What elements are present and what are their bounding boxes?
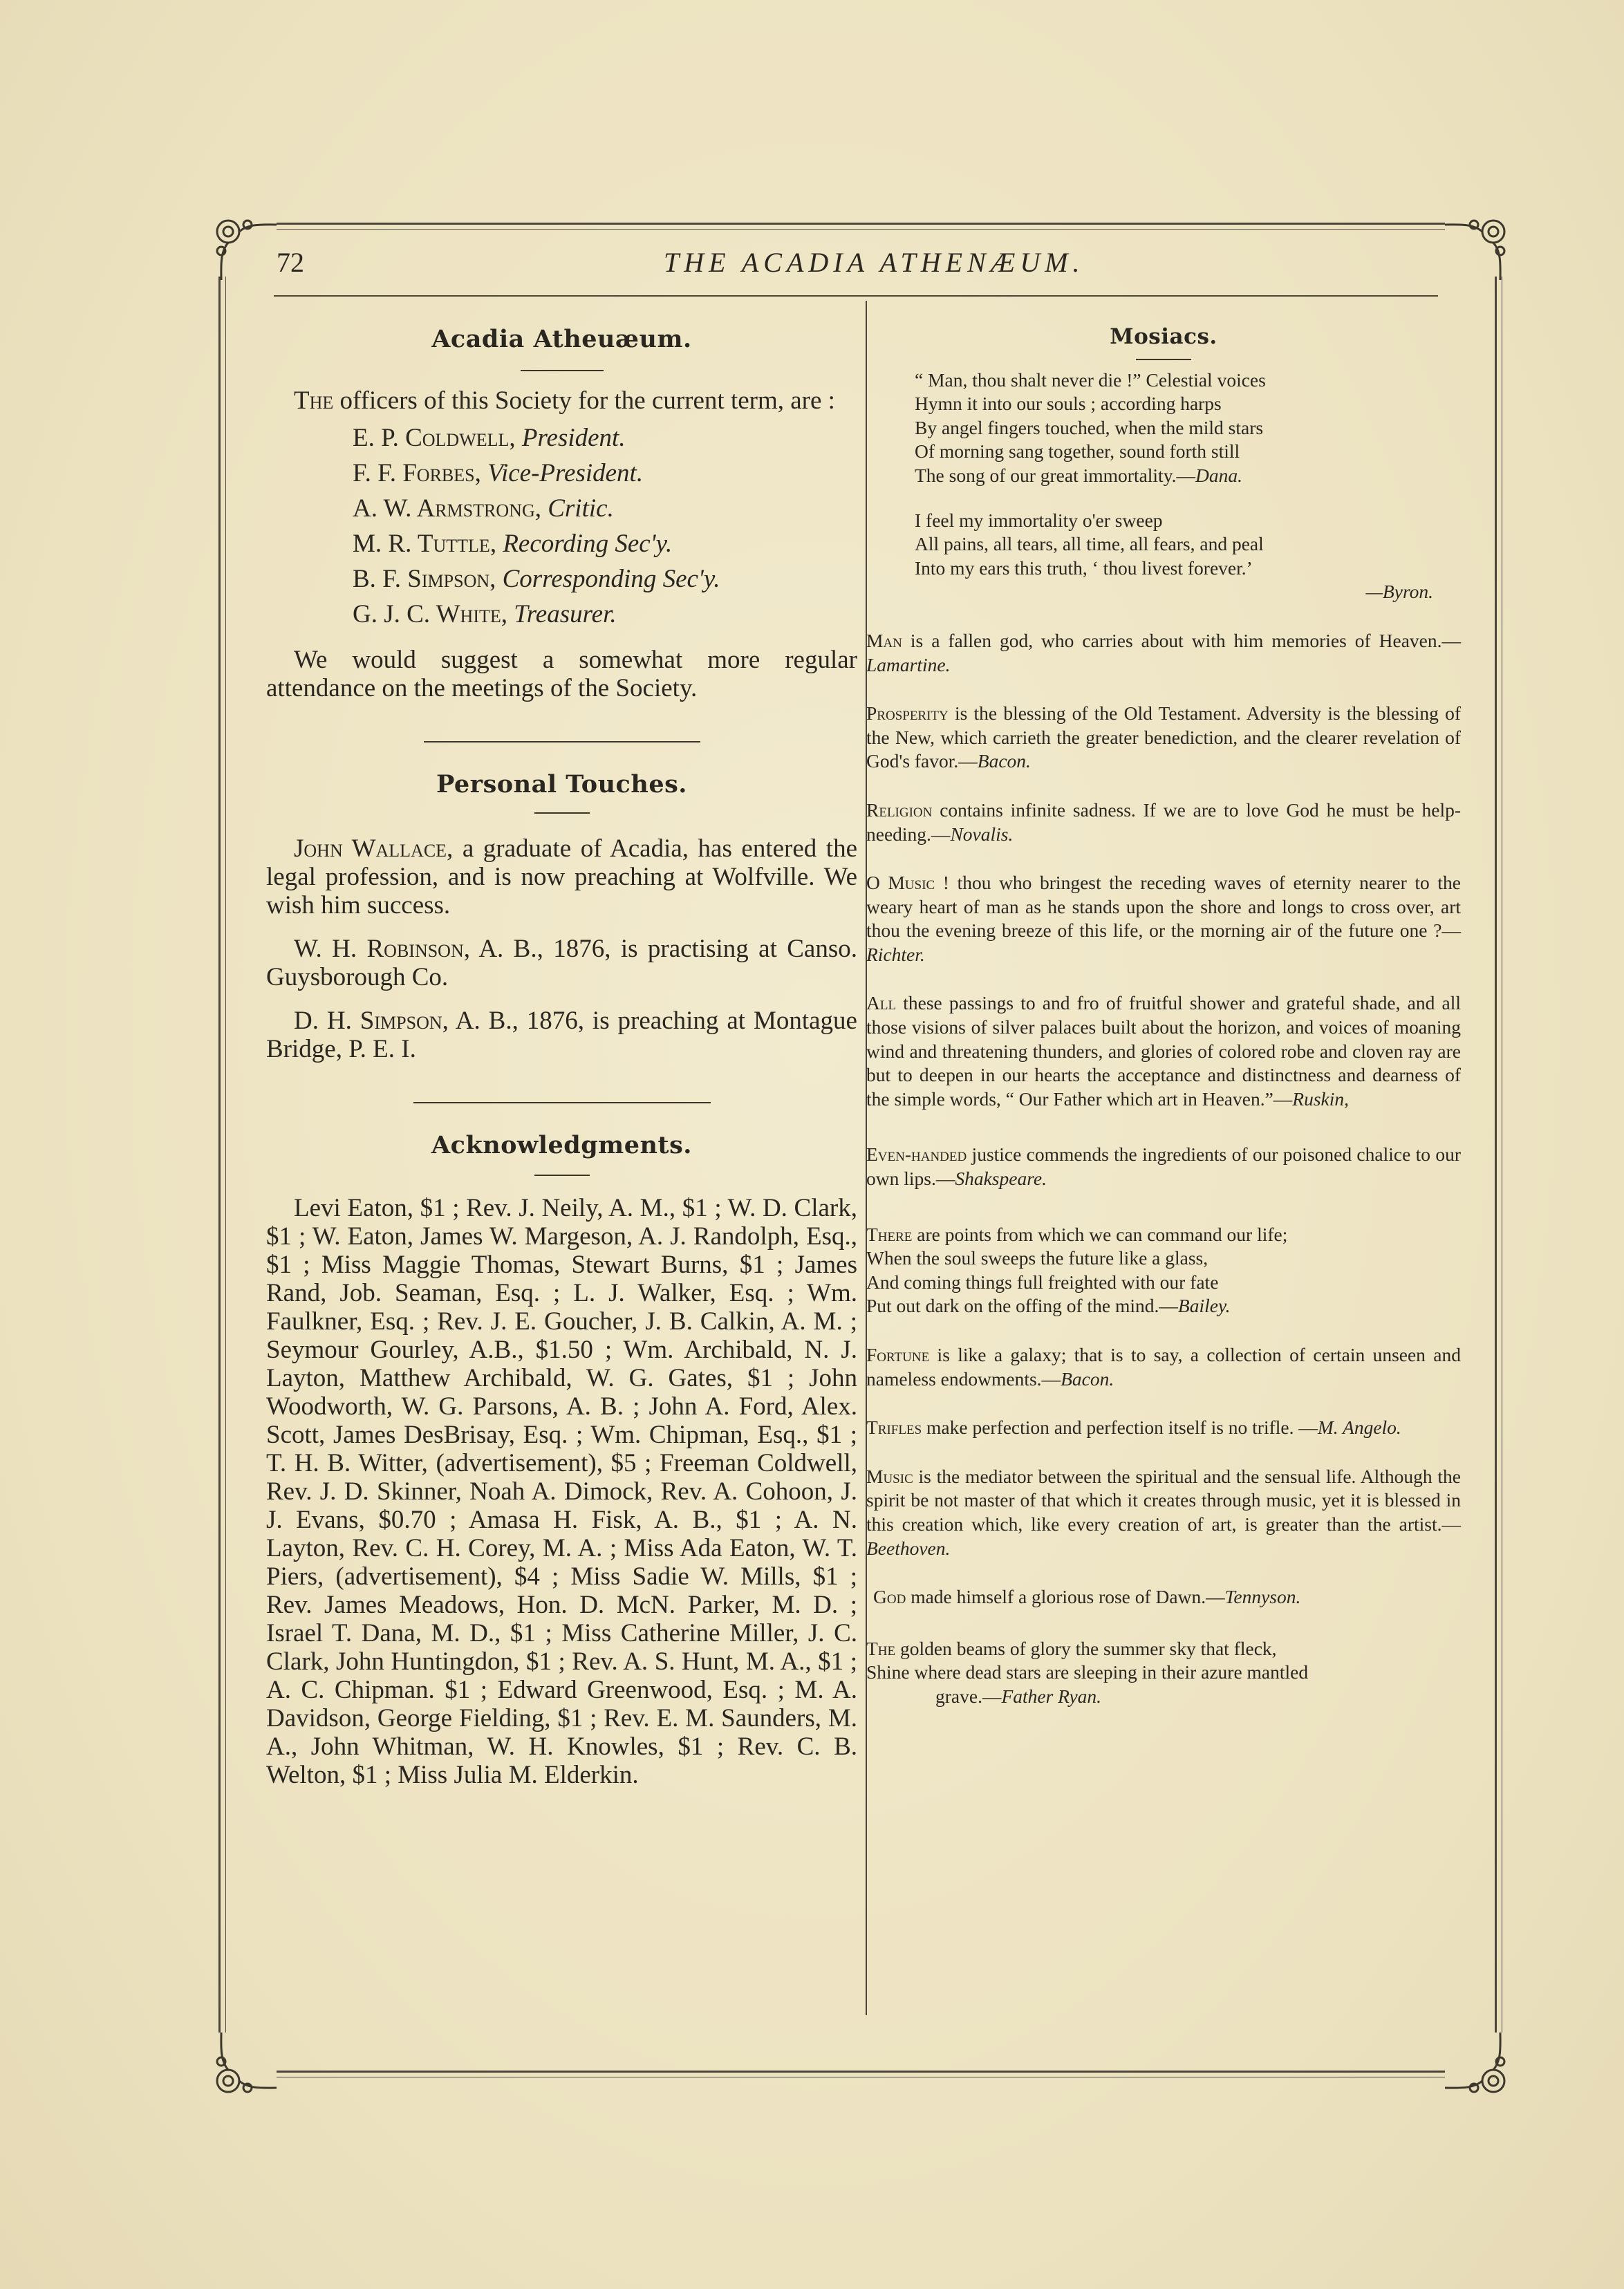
corner-scroll-ornament [1438,204,1521,287]
quote-shakspeare: Even-handed justice commends the ingredients of our poisoned chalice to our own lips.—Shakspeare. [866,1143,1461,1190]
personal-touches-section [266,770,857,1063]
quote-dana: “ Man, thou shalt never die !” Celestial voices Hymn it into our souls ; according harps By angel fingers touched, when the mild stars Of morning sang together, sound forth still The song of our great immortality.—Dana. [915,368,1266,486]
right-column [866,325,1461,1709]
acknowledgments-title: Acknowledgments. [431,1131,692,1159]
personal-item: W. H. Robinson, A. B., 1876, is practising at Canso. Guysborough Co. [266,935,857,991]
title-rule [534,812,590,814]
officer-list [266,420,857,632]
quote-father-ryan: The golden beams of glory the summer sky that fleck, Shine where dead stars are sleeping in their azure mantled grave.—Father Ryan. [866,1637,1309,1707]
quote-novalis: Religion contains infinite sadness. If we are to love God he must be help-needing.—Novalis. [866,798,1461,845]
officer-entry: F. F. Forbes, Vice-President. [353,459,644,487]
corner-scroll-ornament [200,2026,283,2109]
left-column [266,325,857,1789]
officer-entry: B. F. Simpson, Corresponding Sec'y. [353,565,720,593]
intro-lead: The [294,386,334,415]
personal-item: D. H. Simpson, A. B., 1876, is preaching at Montague Bridge, P. E. I. [266,1007,857,1063]
quote-tennyson: God made himself a glorious rose of Dawn.—Tennyson. [873,1586,1301,1608]
quote-angelo: Trifles make perfection and perfection itself is no trifle. —M. Angelo. [866,1417,1401,1439]
officer-entry: M. R. Tuttle, Recording Sec'y. [353,530,673,558]
quote-ruskin: All these passings to and fro of fruitful shower and grateful shade, and all those visions of silver palaces built about the horizon, and voices of moaning wind and threatening thunders, and glories of colored robe and cloven ray are but to deepen in our hearts the acceptance and distinctness and dearness of the simple words, “ Our Father which art in Heaven.”—Ruskin, [866,992,1461,1110]
quote-byron: I feel my immortality o'er sweep All pains, all tears, all time, all fears, and peal Into my ears this truth, ‘ thou livest forever.’ —Byron. [915,509,1433,603]
officer-entry: E. P. Coldwell, President. [353,424,626,452]
title-rule [1136,359,1191,360]
corner-scroll-ornament [1438,2026,1521,2109]
running-head: THE ACADIA ATHENÆUM. [664,247,1085,278]
acknowledgments-section [266,1131,857,1789]
quote-bacon-prosperity: Prosperity is the blessing of the Old Testament. Adversity is the blessing of the New, which carrieth the greater benediction, and the clearer revelation of God's favor.—Bacon. [866,702,1461,772]
officer-entry: A. W. Armstrong, Critic. [353,494,614,523]
corner-scroll-ornament [200,204,283,287]
section-divider [424,741,700,742]
title-rule [534,1175,590,1176]
personal-item: John Wallace, a graduate of Acadia, has entered the legal profession, and is now preaching at Wolfville. We wish him success. [266,834,857,919]
athenaeum-title: Acadia Atheuæum. [431,325,692,353]
quote-lamartine: Man is a fallen god, who carries about with him memories of Heaven.—Lamartine. [866,629,1461,675]
quote-bacon-fortune: Fortune is like a galaxy; that is to say, a collection of certain unseen and nameless endowments.—Bacon. [866,1344,1461,1390]
quote-bailey: There are points from which we can command our life; When the soul sweeps the future like a glass, And coming things full freighted with our fate Put out dark on the offing of the mind.—Bailey. [866,1223,1288,1317]
athenaeum-section [266,325,857,702]
page-number: 72 [277,247,304,278]
athenaeum-intro [266,386,857,415]
section-divider [413,1102,711,1103]
athenaeum-suggestion: We would suggest a somewhat more regular attendance on the meetings of the Society. [266,646,857,702]
intro-rest: officers of this Society for the current term, are : [333,386,835,415]
quote-richter: O Music ! thou who bringest the receding waves of eternity nearer to the weary heart of man as he stands upon the shore and longs to cross over, art thou the evening breeze of this life, or the morning air of the future one ?—Richter. [866,872,1461,965]
quote-beethoven: Music is the mediator between the spiritual and the sensual life. Although the spirit be not master of that which it creates through music, yet it is blessed in this creation which, like every creation of art, is greater than the artist.—Beethoven. [866,1465,1461,1559]
officer-entry: G. J. C. White, Treasurer. [353,600,617,628]
acknowledgments-text: Levi Eaton, $1 ; Rev. J. Neily, A. M., $1 ; W. D. Clark, $1 ; W. Eaton, James W. Margeson, A. J. Randolph, Esq., $1 ; Miss Maggie Thomas, Stewart Burns, $1 ; James Rand, Job. Seaman, Esq. ; L. J. Walker, Esq. ; Wm. Faulkner, Esq. ; Rev. J. E. Goucher, J. B. Calkin, A. M. ; Seymour Gourley, A.B., $1.50 ; Wm. Archibald, N. J. Layton, Matthew Archibald, W. G. Gates, $1 ; John Woodworth, W. G. Parsons, A. B. ; John A. Ford, Alex. Scott, James DesBrisay, Esq. ; Wm. Chipman, Esq., $1 ; T. H. B. Witter, (advertisement), $5 ; Freeman Coldwell, Rev. J. D. Skinner, Noah A. Dimock, Rev. A. Cohoon, J. J. Evans, $0.70 ; Amasa H. Fisk, A. B., $1 ; A. N. Layton, Rev. C. H. Corey, M. A. ; Miss Ada Eaton, W. T. Piers, (advertisement), $4 ; Miss Sadie W. Mills, $1 ; Rev. James Meadows, Hon. D. McN. Parker, M. D. ; Israel T. Dana, M. D., $1 ; Miss Catherine Miller, J. C. Clark, John Huntingdon, $1 ; Rev. A. S. Hunt, M. A., $1 ; A. C. Chipman. $1 ; Edward Greenwood, Esq. ; M. A. Davidson, George Fielding, $1 ; Rev. E. M. Saunders, M. A., John Whitman, W. H. Knowles, $1 ; Rev. C. B. Welton, $1 ; Miss Julia M. Elderkin. [266,1194,857,1789]
mosaics-title: Mosiacs. [1110,324,1217,349]
title-rule [521,370,604,371]
personal-touches-title: Personal Touches. [436,770,687,798]
